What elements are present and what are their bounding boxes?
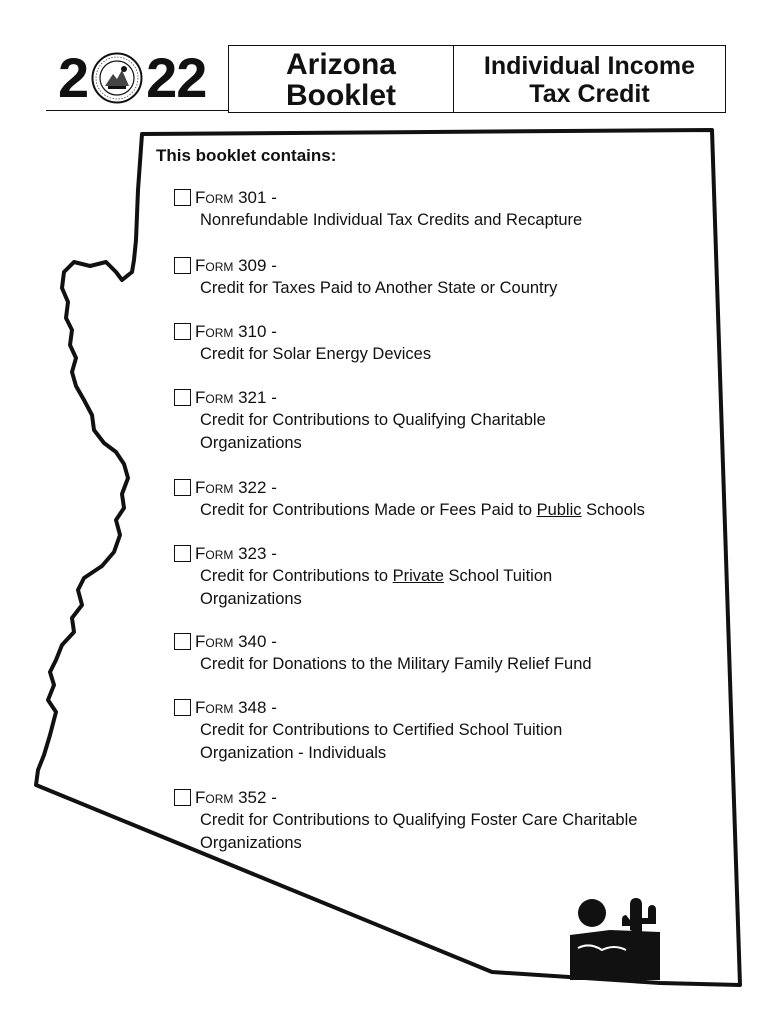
list-item-form-321 [174,386,546,455]
list-item-form-301 [174,186,582,232]
form-description: Credit for Contributions to Qualifying Foster Care Charitable [200,811,638,829]
list-item-form-348 [174,696,562,765]
checkbox[interactable] [174,789,191,806]
year-digit-left: 2 [58,46,89,109]
contents-heading: This booklet contains: [156,146,337,165]
title-box [228,45,726,113]
form-label: Form 309 - [195,256,277,275]
list-item-form-352 [174,786,637,855]
form-label: Form 310 - [195,322,277,341]
checkbox[interactable] [174,545,191,562]
form-description: Credit for Contributions to Qualifying Charitable [200,411,546,429]
title-line-1: Arizona [285,48,396,81]
checkbox[interactable] [174,189,191,206]
checkbox[interactable] [174,323,191,340]
form-label: Form 301 - [195,188,277,207]
form-label: Form 321 - [195,388,277,407]
desert-scene-icon [570,898,660,980]
form-label: Form 323 - [195,544,277,563]
arizona-seal-icon [91,52,143,104]
form-description: Credit for Contributions to Private School Tuition [200,567,553,585]
checkbox[interactable] [174,699,191,716]
booklet-subtitle [454,46,725,112]
form-description-cont: Organizations [200,834,302,852]
form-label: Form 352 - [195,788,277,807]
form-description-cont: Organization - Individuals [200,744,387,762]
form-label: Form 340 - [195,632,277,651]
form-description: Nonrefundable Individual Tax Credits and Recapture [200,211,583,229]
form-description: Credit for Taxes Paid to Another State or Country [200,279,558,297]
checkbox[interactable] [174,257,191,274]
list-item-form-340 [174,630,592,676]
form-description: Credit for Donations to the Military Family Relief Fund [200,655,592,673]
form-description: Credit for Solar Energy Devices [200,345,432,363]
checkbox[interactable] [174,389,191,406]
list-item-form-323 [174,542,552,611]
header-rule [46,110,228,111]
list-item-form-309 [174,254,557,300]
subtitle-line-2: Tax Credit [529,80,650,108]
year-digits-right: 22 [146,46,207,109]
form-label: Form 322 - [195,478,277,497]
form-description: Credit for Contributions Made or Fees Paid to Public Schools [200,501,645,519]
form-description: Credit for Contributions to Certified School Tuition [200,721,563,739]
form-label: Form 348 - [195,698,277,717]
form-description-cont: Organizations [200,434,302,452]
checkbox[interactable] [174,633,191,650]
form-description-cont: Organizations [200,590,302,608]
subtitle-line-1: Individual Income [483,52,696,80]
list-item-form-322 [174,476,645,522]
booklet-title [229,46,454,112]
checkbox[interactable] [174,479,191,496]
title-line-2: Booklet [285,79,396,112]
list-item-form-310 [174,320,431,366]
year-2022 [58,48,206,108]
